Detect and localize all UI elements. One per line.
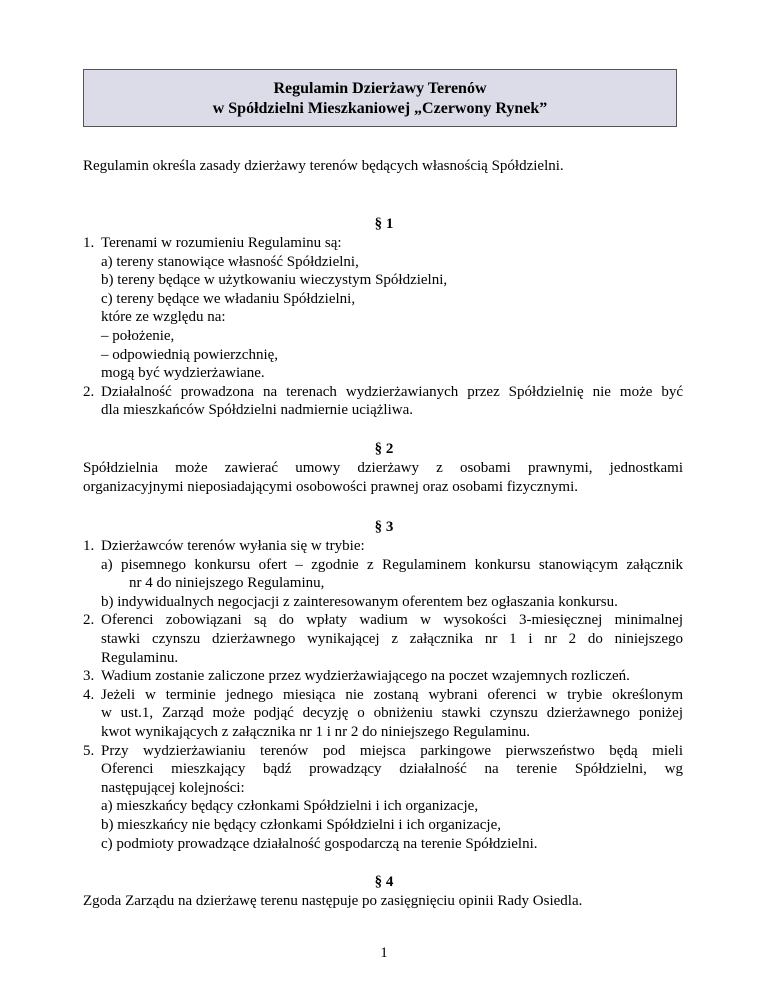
item-text-continued	[83, 760, 683, 779]
sub-item-b: b) indywidualnych negocjacji z zainteresowanym oferentem bez ogłaszania konkursu.	[101, 593, 618, 610]
sub-item-b: b) mieszkańcy nie będący członkami Spółdzielni i ich organizacje,	[101, 816, 501, 833]
item-text-continued	[83, 630, 683, 649]
document-title-box	[83, 69, 677, 127]
item-text-line-3: Regulaminu.	[101, 649, 179, 666]
section-3-body	[83, 537, 683, 853]
page-number: 1	[380, 945, 388, 961]
section-2-heading: § 2	[374, 441, 394, 457]
item-number: 5.	[83, 742, 95, 759]
section-3-heading: § 3	[374, 519, 394, 535]
section-2-line-1: Spółdzielnia może zawierać umowy dzierżawy z osobami prawnymi, jednostkami	[83, 460, 683, 476]
item-text: Oferenci zobowiązani są do wpłaty wadium w wysokości 3-miesięcznej minimalnej	[101, 612, 683, 629]
title-line-1: Regulamin Dzierżawy Terenów	[273, 80, 487, 97]
item-text-continued: dla mieszkańców Spółdzielni nadmiernie uciążliwa.	[101, 402, 413, 419]
section-4-heading: § 4	[374, 874, 394, 890]
sub-item-c: c) tereny będące we władaniu Spółdzielni,	[101, 290, 356, 307]
sub-item-c: c) podmioty prowadzące działalność gospodarczą na terenie Spółdzielni.	[101, 835, 538, 852]
item-text: Działalność prowadzona na terenach wydzierżawianych przez Spółdzielnię nie może być	[101, 383, 683, 400]
item-number: 4.	[83, 686, 95, 703]
intro-paragraph: Regulamin określa zasady dzierżawy terenów będących własnością Spółdzielni.	[83, 158, 564, 174]
item-text: Wadium zostanie zaliczone przez wydzierżawiającego na poczet wzajemnych rozliczeń.	[101, 668, 630, 685]
item-text-line-2: stawki czynszu dzierżawnego wynikającej z załącznika nr 1 i nr 2 do niniejszego	[101, 630, 683, 647]
list-item	[83, 742, 683, 761]
list-item	[83, 686, 683, 705]
item-text: Przy wydzierżawianiu terenów pod miejsca parkingowe pierwszeństwo będą mieli	[101, 742, 683, 759]
item-number: 2.	[83, 612, 95, 629]
section-1-heading: § 1	[374, 216, 394, 232]
sub-item-b: b) tereny będące w użytkowaniu wieczystym Spółdzielni,	[101, 272, 448, 289]
section-2-line-2: organizacyjnymi nieposiadającymi osobowości prawnej oraz osobami fizycznymi.	[83, 478, 578, 495]
item-number: 3.	[83, 668, 95, 685]
section-2-body	[83, 459, 683, 496]
item-text: Jeżeli w terminie jednego miesiąca nie zostaną wybrani oferenci w trybie określonym	[101, 686, 683, 703]
sub-item-a-text: a) pisemnego konkursu ofert – zgodnie z Regulaminem konkursu stanowiącym załącznik	[101, 556, 683, 573]
list-item	[83, 234, 683, 253]
which-line: które ze względu na:	[101, 309, 226, 326]
item-text-line-2: w ust.1, Zarząd może podjąć decyzję o obniżeniu stawki czynszu dzierżawnego poniżej	[101, 705, 683, 722]
item-text: Dzierżawców terenów wyłania się w trybie:	[101, 538, 365, 554]
list-item	[83, 667, 683, 686]
item-text-line-2: Oferenci mieszkający bądź prowadzący działalność na terenie Spółdzielni, wg	[101, 761, 683, 778]
item-text-line-3: kwot wynikających z załącznika nr 1 i nr 2 do niniejszego Regulaminu.	[101, 723, 531, 740]
item-text: Terenami w rozumieniu Regulaminu są:	[101, 235, 342, 251]
item-text-continued	[83, 704, 683, 723]
sub-item-a: a) mieszkańcy będący członkami Spółdzielni i ich organizacje,	[101, 798, 479, 815]
sub-item-a: a) tereny stanowiące własność Spółdzielni,	[101, 253, 359, 270]
list-item	[83, 537, 683, 556]
list-item	[83, 611, 683, 630]
item-number: 2.	[83, 383, 95, 400]
sub-item-a	[83, 556, 683, 575]
item-number: 1.	[83, 235, 95, 251]
item-end-line: mogą być wydzierżawiane.	[101, 365, 265, 382]
dash-item-2: – odpowiednią powierzchnię,	[101, 346, 279, 363]
section-4-text: Zgoda Zarządu na dzierżawę terenu następuje po zasięgnięciu opinii Rady Osiedla.	[83, 893, 583, 909]
item-number: 1.	[83, 538, 95, 554]
section-1-body	[83, 234, 683, 420]
title-line-2: w Spółdzielni Mieszkaniowej „Czerwony Rynek”	[212, 100, 548, 117]
item-text-line-3: następującej kolejności:	[101, 779, 245, 796]
dash-item-1: – położenie,	[101, 327, 175, 344]
list-item	[83, 383, 683, 402]
sub-item-a-continued: nr 4 do niniejszego Regulaminu,	[129, 575, 325, 592]
